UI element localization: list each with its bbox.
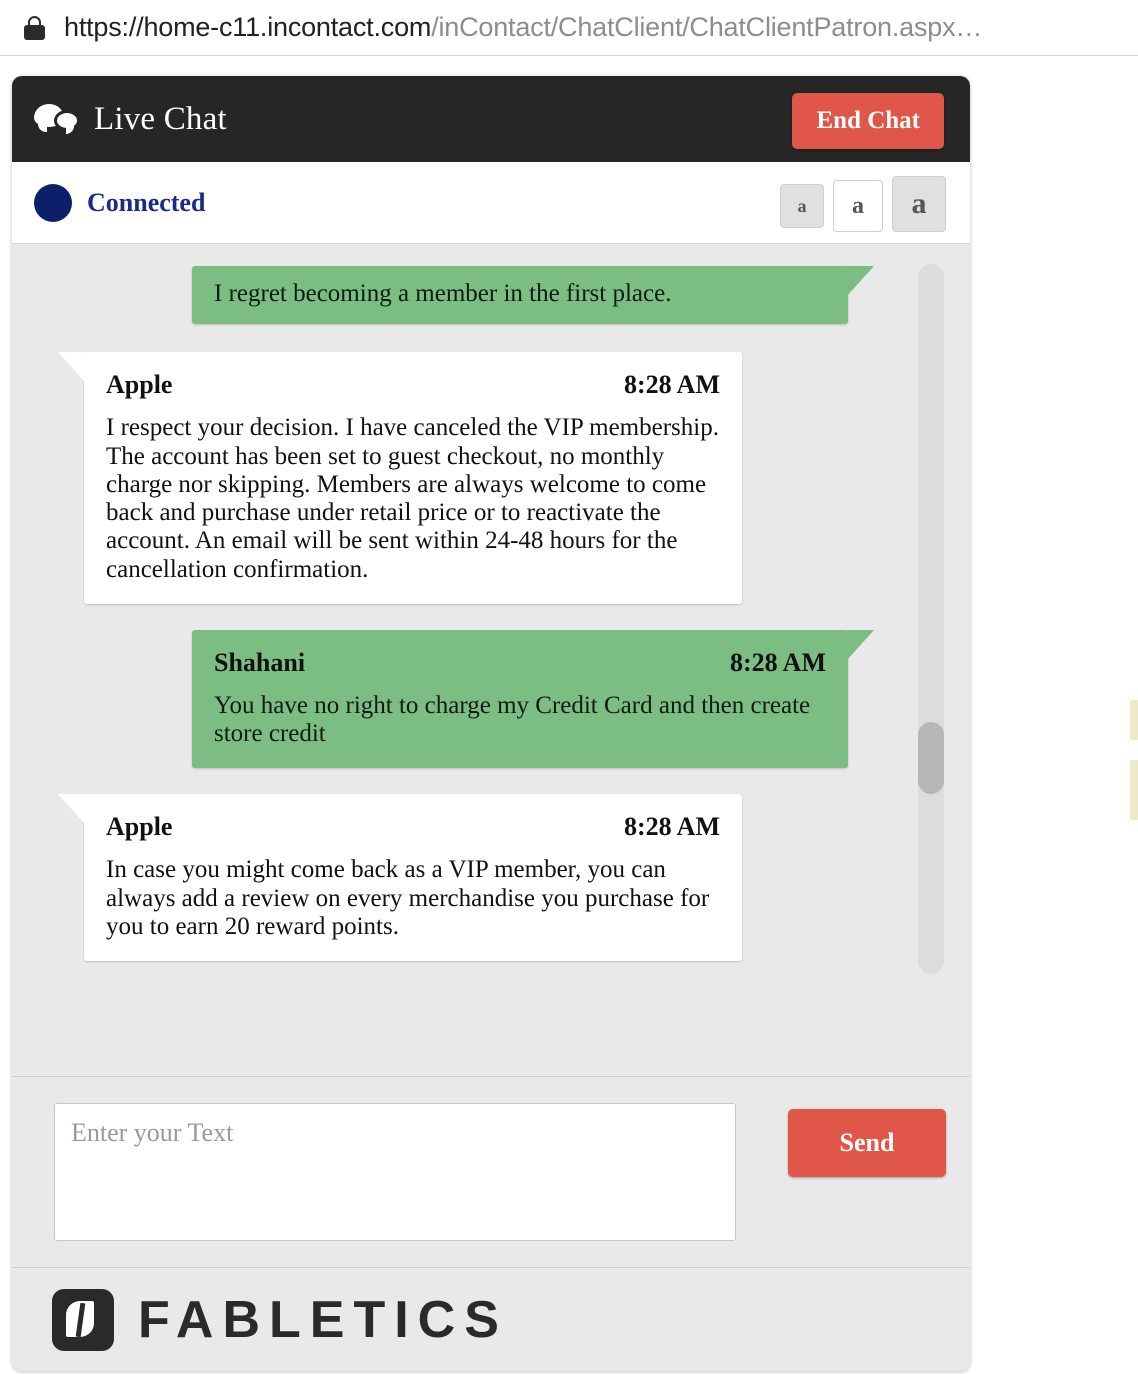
brand-name: FABLETICS (138, 1290, 508, 1349)
end-chat-button[interactable]: End Chat (792, 93, 944, 149)
browser-url-bar[interactable] (0, 0, 1138, 56)
brand-footer (12, 1267, 970, 1371)
message-text: In case you might come back as a VIP member, you can always add a review on every merchandise you purchase for you to earn 20 reward points. (106, 856, 710, 940)
font-size-large-button[interactable]: a (892, 176, 946, 232)
url-path: /inContact/ChatClient/ChatClientPatron.aspx… (431, 12, 983, 42)
message-sender: Shahani (214, 647, 306, 677)
message-meta (214, 648, 826, 678)
page-edge-artifact-bottom (1130, 760, 1138, 820)
lock-icon (24, 15, 46, 41)
message-sender: Apple (106, 370, 173, 400)
agent-message-bubble (84, 352, 742, 604)
customer-message-bubble (192, 630, 848, 769)
chat-bubbles-icon (34, 102, 80, 136)
message-input[interactable] (54, 1103, 736, 1241)
message-item (12, 794, 970, 961)
message-list[interactable] (12, 244, 970, 1076)
url-host: https://home-c11.incontact.com (64, 12, 432, 42)
customer-message-bubble (192, 266, 848, 324)
message-time: 8:28 AM (729, 647, 826, 677)
message-item (12, 352, 970, 604)
send-button[interactable]: Send (788, 1109, 946, 1177)
status-indicator-dot (34, 184, 72, 222)
agent-message-bubble (84, 794, 742, 961)
message-meta (106, 812, 720, 842)
message-composer (12, 1076, 970, 1267)
connection-status-bar (12, 162, 970, 244)
status-label: Connected (87, 187, 206, 217)
message-text: You have no right to charge my Credit Card and then create store credit (214, 691, 811, 747)
message-meta (106, 370, 720, 400)
url-text[interactable] (64, 12, 982, 43)
font-size-small-button[interactable]: a (780, 184, 824, 228)
chat-header (12, 76, 970, 162)
page-edge-artifact-top (1130, 700, 1138, 740)
fabletics-leaf-icon (52, 1289, 114, 1351)
message-item (12, 630, 970, 769)
message-sender: Apple (106, 812, 173, 842)
message-time: 8:28 AM (623, 812, 720, 842)
message-time: 8:28 AM (623, 370, 720, 400)
font-size-medium-button[interactable]: a (833, 180, 883, 232)
message-text: I respect your decision. I have canceled the VIP membership. The account has been set to guest checkout, no monthly charge nor skipping. Members are always welcome to come back and purchase under retail price or to reactivate the account. An email will be sent within 24-48 hours for the cancellation confirmation. (106, 414, 719, 583)
font-size-controls (780, 176, 946, 232)
message-text: I regret becoming a member in the first place. (214, 280, 672, 307)
message-item (12, 266, 970, 324)
chat-title: Live Chat (94, 100, 227, 137)
live-chat-window (12, 76, 970, 1371)
